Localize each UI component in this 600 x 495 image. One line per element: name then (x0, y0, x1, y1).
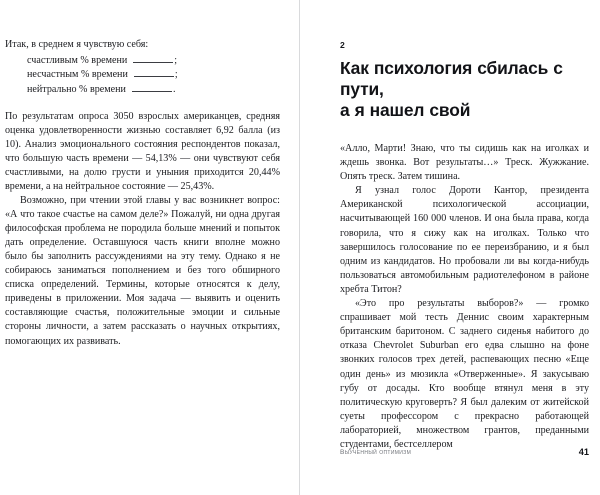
page-footer (340, 448, 589, 462)
blank-label-neutral: нейтрально % времени (27, 83, 126, 95)
right-page (300, 0, 600, 495)
chapter-title (340, 58, 588, 122)
blank-terminator-neutral: . (172, 83, 176, 95)
chapter-number: 2 (340, 40, 345, 50)
self-assessment-blank-list (5, 54, 280, 97)
list-item (27, 54, 280, 68)
right-page-content (340, 142, 589, 452)
running-head: Выученный оптимизм (340, 449, 412, 456)
left-paragraph-definition-of-happiness: Возможно, при чтении этой главы у вас возникнет вопрос: «А что такое счастье на самом деле?» Пожалуй, ни одна другая философская проблема не породила больше мнений и попыток дать определение. Оставшуюся часть книги вполне можно было бы заполнить рассуждениями на эту тему. Однако я не собираюсь заниматься пополнением и без того обширного списка определений. Термины, которые относятся к делу, приведены в приложении. Моя задача — выявить и оценить составляющие счастья, положительные эмоции и сильные стороны личности, а затем рассказать о научных открытиях, помогающих их развивать. (5, 195, 280, 347)
blank-input-neutral[interactable] (132, 84, 172, 92)
left-paragraph-survey-results: По результатам опроса 3050 взрослых американцев, средняя оценка удовлетворенности жизнью составляет 6,92 балла (из 10). Анализ эмоционального состояния респондентов показал, что большую часть времени — 54,13% — они чувствуют себя счастливыми, на долю грусти и уныния приходится 20,44% времени, а на нейтральное состояние — 25,43%. (5, 110, 280, 192)
self-assessment-lead-in: Итак, в среднем я чувствую себя: (5, 39, 149, 50)
left-page (0, 0, 299, 495)
blank-terminator-unhappy: ; (174, 69, 178, 81)
blank-terminator-happy: ; (174, 55, 178, 67)
blank-label-happy: счастливым % времени (27, 55, 128, 67)
chapter-title-line-2: а я нашел свой (340, 100, 471, 121)
right-paragraph-dennis-car: «Это про результаты выборов?» — громко спрашивает мой тесть Деннис своим характерным британским баритоном. С заднего сиденья набитого до отказа Chevrolet Suburban его едва слышно на фоне звонких голосов трех детей, распевающих песню «Еще один день» из мюзикла «Отверженные». Я закусываю губу от досады. Кто вообще втянул меня в эту политическую круговерть? Я был далеким от житейской суеты профессором с прекрасно работающей лабораторией, множеством грантов, преданными студентами, бестселлером (340, 298, 589, 450)
blank-label-unhappy: несчастным % времени (27, 69, 128, 81)
blank-input-unhappy[interactable] (134, 69, 174, 77)
chapter-title-line-1: Как психология сбилась с пути, (340, 58, 563, 100)
list-item (27, 83, 280, 97)
right-paragraph-phone-call: «Алло, Марти! Знаю, что ты сидишь как на иголках и ждешь звонка. Вот результаты…» Треск. Жужжание. Опять треск. Затем тишина. (340, 143, 589, 183)
page-number: 41 (578, 447, 589, 457)
left-page-content (5, 38, 280, 349)
blank-input-happy[interactable] (133, 55, 173, 63)
chapter-heading-block (340, 40, 588, 122)
list-item (27, 68, 280, 82)
right-paragraph-dorothy-cantor: Я узнал голос Дороти Кантор, президента Американской психологической ассоциации, насчитывающей 160 000 членов. И она была права, когда говорила, что я сижу как на иголках. Только что завершилось голосование по ее переизбранию, и я был одним из кандидатов. Но пробовали ли вы когда-нибудь пользоваться автомобильным радиотелефоном в районе хребта Титон? (340, 185, 589, 295)
